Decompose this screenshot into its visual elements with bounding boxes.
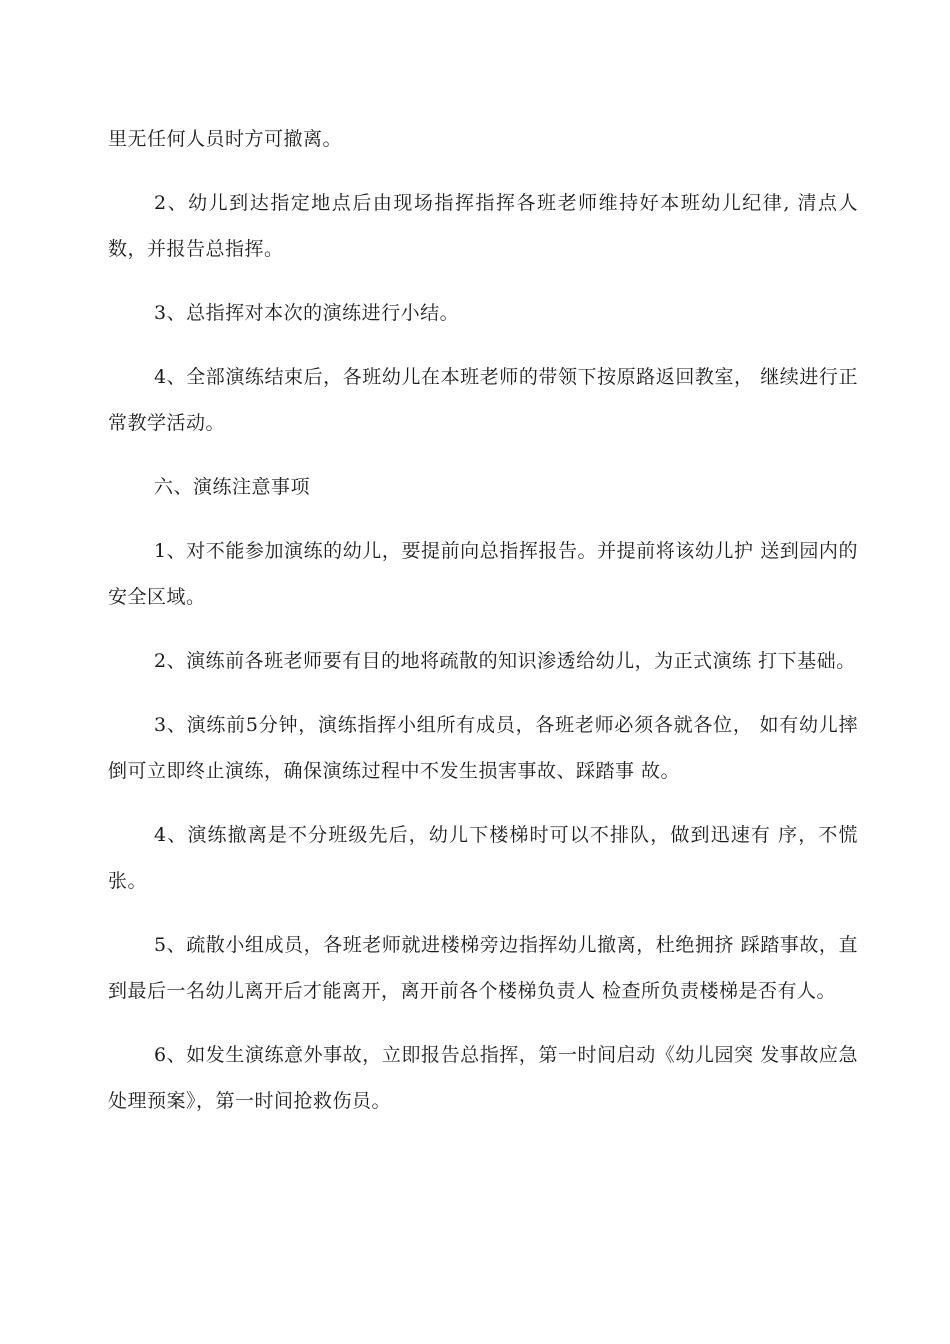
paragraph-item-2: 2、幼儿到达指定地点后由现场指挥指挥各班老师维持好本班幼儿纪律, 清点人数，并报告总指挥。 bbox=[108, 192, 858, 260]
paragraph-notice-5: 5、疏散小组成员，各班老师就进楼梯旁边指挥幼儿撤离，杜绝拥挤 踩踏事故，直到最后一名幼儿离开后才能离开，离开前各个楼梯负责人 检查所负责楼梯是否有人。 bbox=[108, 934, 858, 1002]
paragraph-continuation: 里无任何人员时方可撤离。 bbox=[108, 128, 343, 150]
paragraph-notice-6: 6、如发生演练意外事故，立即报告总指挥，第一时间启动《幼儿园突 发事故应急处理预案》，第一时间抢救伤员。 bbox=[108, 1044, 858, 1112]
paragraph-notice-2: 2、演练前各班老师要有目的地将疏散的知识渗透给幼儿，为正式演练 打下基础。 bbox=[154, 650, 856, 672]
document-body bbox=[108, 116, 858, 1142]
paragraph-item-4: 4、全部演练结束后，各班幼儿在本班老师的带领下按原路返回教室， 继续进行正常教学活动。 bbox=[108, 366, 858, 434]
section-heading-six: 六、演练注意事项 bbox=[154, 476, 311, 498]
paragraph-notice-4: 4、演练撤离是不分班级先后，幼儿下楼梯时可以不排队，做到迅速有 序，不慌张。 bbox=[108, 824, 858, 892]
paragraph-notice-3: 3、演练前5分钟，演练指挥小组所有成员，各班老师必须各就各位， 如有幼儿摔倒可立即终止演练，确保演练过程中不发生损害事故、踩踏事 故。 bbox=[108, 714, 858, 782]
paragraph-notice-1: 1、对不能参加演练的幼儿，要提前向总指挥报告。并提前将该幼儿护 送到园内的安全区域。 bbox=[108, 540, 858, 608]
paragraph-item-3: 3、总指挥对本次的演练进行小结。 bbox=[154, 302, 460, 324]
